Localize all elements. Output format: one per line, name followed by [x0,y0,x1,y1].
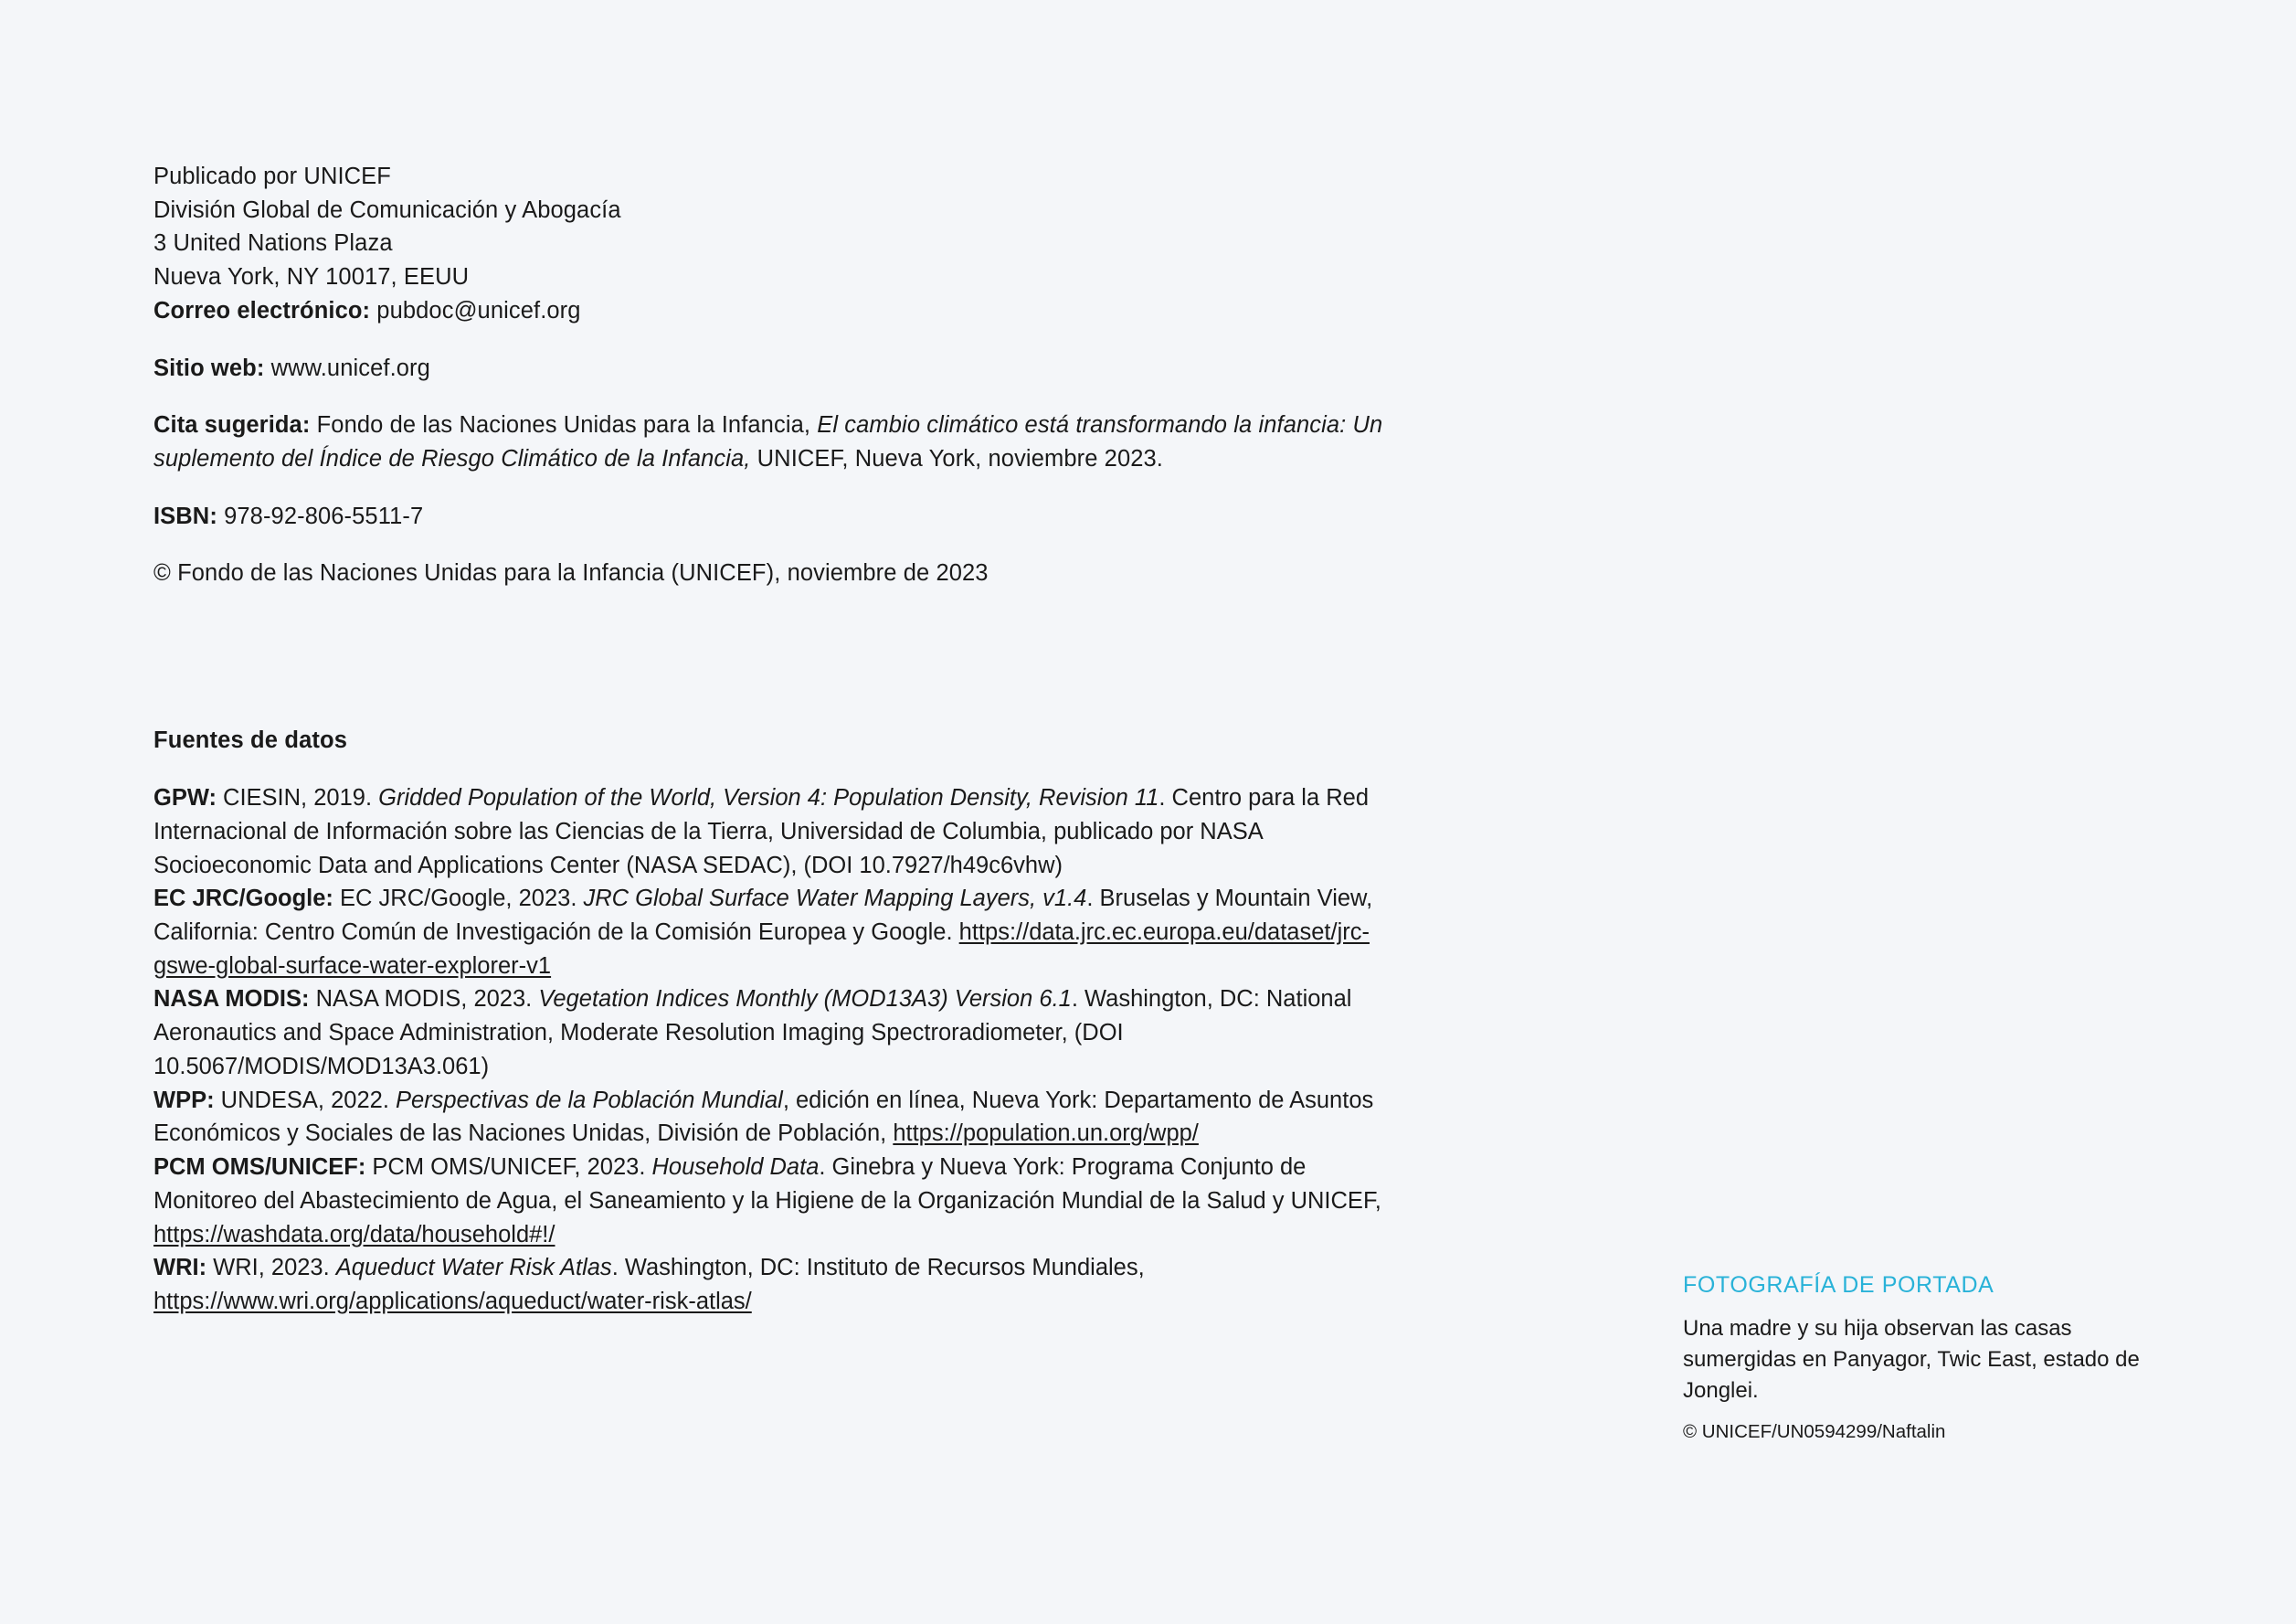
email-value: pubdoc@unicef.org [370,297,581,324]
cover-photo-block [1683,1272,2158,1446]
source-label: WRI: [153,1255,207,1281]
data-source-entry [153,882,1401,982]
email-line [153,294,1405,328]
source-text-pre: PCM OMS/UNICEF, 2023. [365,1154,652,1181]
source-text-pre: NASA MODIS, 2023. [309,986,539,1013]
division-line: División Global de Comunicación y Abogacía [153,196,621,223]
source-link[interactable]: https://washdata.org/data/household#!/ [153,1221,555,1247]
data-sources-section [153,708,1401,1319]
street-line: 3 United Nations Plaza [153,230,393,257]
source-text-pre: CIESIN, 2019. [216,785,379,812]
publisher-address [153,160,1405,328]
source-text-post: , edición en línea, Nueva York: Departamento de Asuntos Económicos y Sociales de las Naciones Unidas, División de Población, [153,1087,1374,1147]
publisher-line: Publicado por UNICEF [153,164,391,189]
data-source-entry [153,1251,1401,1318]
website-value: www.unicef.org [264,355,430,381]
source-title-italic: Gridded Population of the World, Version 4: Population Density, Revision 11 [378,785,1159,812]
source-text-pre: UNDESA, 2022. [214,1087,396,1113]
cover-photo-credit: © UNICEF/UN0594299/Naftalin [1683,1421,1946,1443]
copyright-line: © Fondo de las Naciones Unidas para la Infancia (UNICEF), noviembre de 2023 [153,560,989,587]
source-link[interactable]: https://data.jrc.ec.europa.eu/dataset/jrc-gswe-global-surface-water-explorer-v1 [153,919,1370,979]
source-label: PCM OMS/UNICEF: [153,1154,366,1181]
citation-post: UNICEF, Nueva York, noviembre 2023. [750,446,1163,472]
source-title-italic: Household Data [651,1154,820,1181]
source-text-post: . Washington, DC: National Aeronautics and Space Administration, Moderate Resolution Imaging Spectroradiometer, (DOI 10.5067/MODIS/MOD13A3.061) [153,986,1352,1079]
source-text-post: . Centro para la Red Internacional de Información sobre las Ciencias de la Tierra, Universidad de Columbia, publicado por NASA Socioeconomic Data and Applications Center (NASA SEDAC), (DOI 10.7927/h49c6vhw) [153,785,1369,878]
source-link[interactable]: https://population.un.org/wpp/ [893,1120,1199,1147]
citation-pre: Fondo de las Naciones Unidas para la Infancia, [310,412,818,439]
website-label: Sitio web: [153,355,265,381]
data-sources-title: Fuentes de datos [153,727,348,754]
source-title-italic: Vegetation Indices Monthly (MOD13A3) Version 6.1 [538,986,1072,1013]
suggested-citation [153,409,1405,475]
isbn-value: 978-92-806-5511-7 [217,503,424,529]
data-source-entry [153,1151,1401,1251]
source-title-italic: Aqueduct Water Risk Atlas [335,1255,612,1281]
citation-label: Cita sugerida: [153,412,311,439]
source-text-post: . Washington, DC: Instituto de Recursos Mundiales, [611,1255,1145,1281]
source-label: EC JRC/Google: [153,886,333,912]
email-label: Correo electrónico: [153,297,371,324]
cover-photo-caption: Una madre y su hija observan las casas sumergidas en Panyagor, Twic East, estado de Jonglei. [1683,1316,2140,1404]
data-source-entry [153,982,1401,1083]
source-text-pre: WRI, 2023. [206,1255,336,1281]
source-text-post: . Ginebra y Nueva York: Programa Conjunto de Monitoreo del Abastecimiento de Agua, el Saneamiento y la Higiene de la Organización Mundial de la Salud y UNICEF, [153,1154,1381,1214]
isbn-label: ISBN: [153,503,217,529]
isbn-line [153,500,1405,534]
source-text-post: . Bruselas y Mountain View, California: Centro Común de Investigación de la Comisión Europea y Google. [153,886,1373,946]
city-line: Nueva York, NY 10017, EEUU [153,264,470,291]
source-label: GPW: [153,785,217,812]
source-title-italic: Perspectivas de la Población Mundial [396,1087,783,1113]
imprint-block [153,160,1405,590]
source-label: NASA MODIS: [153,986,310,1013]
data-sources-list [153,781,1401,1319]
data-source-entry [153,781,1401,882]
data-source-entry [153,1084,1401,1151]
website-line [153,352,1405,386]
cover-photo-heading: FOTOGRAFÍA DE PORTADA [1683,1272,1994,1298]
source-title-italic: JRC Global Surface Water Mapping Layers, v1.4 [583,886,1087,912]
source-text-pre: EC JRC/Google, 2023. [333,886,584,912]
source-label: WPP: [153,1087,215,1113]
source-link[interactable]: https://www.wri.org/applications/aqueduct/water-risk-atlas/ [153,1288,752,1314]
citation-title: El cambio climático está transformando la infancia: Un suplemento del Índice de Riesgo Climático de la Infancia, [153,412,1383,472]
